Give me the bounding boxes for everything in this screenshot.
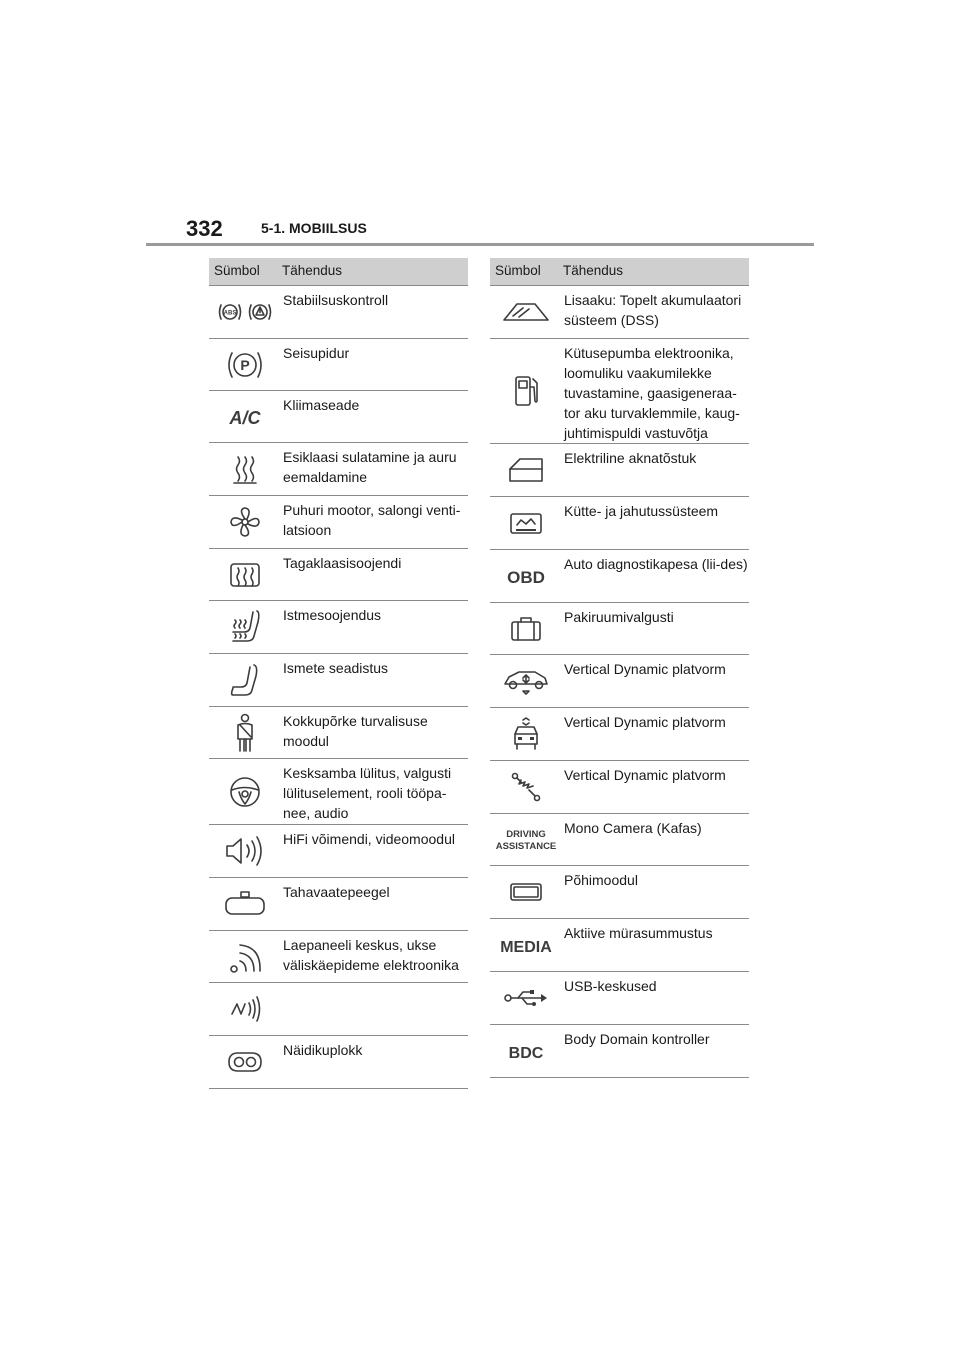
row-text: Auto diagnostikapesa (lii-des): [564, 556, 748, 572]
obd-icon: [490, 550, 562, 602]
row-text: Vertical Dynamic platvorm: [564, 661, 726, 677]
table-row: [209, 825, 468, 878]
table-row: [209, 1036, 468, 1089]
svg-text:OBD: OBD: [507, 568, 545, 587]
door-handle-wireless-icon: [209, 931, 281, 982]
table-header: [490, 258, 749, 286]
table-row: [490, 286, 749, 339]
svg-text:ABS: ABS: [223, 310, 237, 317]
row-text: USB-keskused: [564, 978, 657, 994]
table-row: [490, 866, 749, 919]
table-row: [209, 549, 468, 601]
row-text: Kütte- ja jahutussüsteem: [564, 503, 719, 519]
page-number: 332: [186, 216, 223, 241]
row-text: Ismete seadistus: [283, 660, 389, 676]
svg-text:ASSISTANCE: ASSISTANCE: [496, 840, 556, 852]
section-title: 5-1. MOBIILSUS: [261, 220, 367, 236]
table-row: [490, 708, 749, 761]
table-row: [490, 339, 749, 444]
rear-defrost-icon: [209, 549, 281, 600]
table-header: [209, 258, 468, 286]
row-text: Body Domain kontroller: [564, 1031, 710, 1047]
row-text: Stabiilsuskontroll: [283, 292, 389, 308]
trunk-light-icon: [490, 603, 562, 654]
row-text: Seisupidur: [283, 345, 350, 361]
svg-text:MEDIA: MEDIA: [500, 939, 552, 956]
shock-absorber-icon: [490, 761, 562, 813]
symbol-table-left: [209, 258, 468, 1089]
column-header-meaning: Tähendus: [563, 263, 624, 278]
row-text: Tagaklaasisoojendi: [283, 555, 402, 571]
base-module-icon: [490, 866, 562, 918]
abs-warning-icon: [209, 286, 281, 338]
column-header-symbol: Sümbol: [214, 263, 260, 278]
svg-text:DRIVING: DRIVING: [506, 828, 546, 840]
table-row: [209, 391, 468, 443]
table-row: [490, 1025, 749, 1078]
table-row: [490, 761, 749, 814]
nfc-icon: [209, 983, 281, 1035]
media-icon: [490, 919, 562, 971]
battery-dss-icon: [490, 286, 562, 338]
page-header: [146, 210, 814, 246]
steering-wheel-icon: [209, 759, 281, 824]
seat-adjust-icon: [209, 654, 281, 706]
table-row: [209, 443, 468, 496]
row-text: Laepaneeli keskus, ukse väliskäepideme elektroonika: [283, 937, 459, 973]
table-row: [209, 931, 468, 983]
table-row: [490, 972, 749, 1025]
table-row: [490, 444, 749, 497]
heating-cooling-icon: [490, 497, 562, 549]
table-row: [209, 496, 468, 549]
row-text: Aktiive mürasummustus: [564, 925, 713, 941]
usb-icon: [490, 972, 562, 1024]
row-text: Tahavaatepeegel: [283, 884, 390, 900]
row-text: Lisaaku: Topelt akumulaatori süsteem (DSS): [564, 292, 742, 328]
table-row: [490, 655, 749, 708]
column-header-symbol: Sümbol: [495, 263, 541, 278]
vertical-dynamic-car-icon: [490, 655, 562, 707]
row-text: Kokkupõrke turvalisuse moodul: [283, 713, 428, 749]
table-row: [209, 983, 468, 1036]
row-text: HiFi võimendi, videomoodul: [283, 831, 455, 847]
column-header-meaning: Tähendus: [282, 263, 343, 278]
table-row: [209, 654, 468, 707]
ac-icon: [209, 391, 281, 442]
svg-text:P: P: [240, 356, 250, 373]
row-text: Mono Camera (Kafas): [564, 820, 702, 836]
seat-heating-icon: [209, 601, 281, 653]
header-rule: [146, 243, 814, 246]
table-row: [209, 759, 468, 825]
fuel-pump-icon: [490, 339, 562, 443]
row-text: Põhimoodul: [564, 872, 638, 888]
row-text: Vertical Dynamic platvorm: [564, 714, 726, 730]
instrument-cluster-icon: [209, 1036, 281, 1088]
driving-assistance-icon: [490, 814, 562, 865]
power-window-icon: [490, 444, 562, 496]
table-row: [209, 286, 468, 339]
fan-icon: [209, 496, 281, 548]
row-text: Istmesoojendus: [283, 607, 382, 623]
row-text: Kütusepumba elektroonika, loomuliku vaakumilekke tuvastamine, gaasigeneraa-tor aku turvaklemmile, kaug-juhtimispuldi vastuvõtja: [564, 345, 740, 441]
vertical-dynamic-front-icon: [490, 708, 562, 760]
table-row: [209, 878, 468, 931]
row-text: Vertical Dynamic platvorm: [564, 767, 726, 783]
windshield-defrost-icon: [209, 443, 281, 495]
seatbelt-person-icon: [209, 707, 281, 758]
row-text: Elektriline aknatõstuk: [564, 450, 697, 466]
row-text: Esiklaasi sulatamine ja auru eemaldamine: [283, 449, 457, 485]
parking-brake-icon: [209, 339, 281, 390]
table-row: [490, 603, 749, 655]
row-text: Kesksamba lülitus, valgusti lülituselement, rooli tööpa-nee, audio: [283, 765, 452, 821]
row-text: [281, 983, 468, 1035]
rearview-mirror-icon: [209, 878, 281, 930]
row-text: Kliimaseade: [283, 397, 360, 413]
table-row: [490, 814, 749, 866]
table-row: [209, 601, 468, 654]
row-text: Pakiruumivalgusti: [564, 609, 674, 625]
table-row: [209, 707, 468, 759]
table-row: [209, 339, 468, 391]
bdc-icon: [490, 1025, 562, 1077]
row-text: Näidikuplokk: [283, 1042, 363, 1058]
symbol-table-right: [490, 258, 749, 1078]
svg-text:A/C: A/C: [229, 407, 261, 428]
row-text: Puhuri mootor, salongi venti-latsioon: [283, 502, 461, 538]
table-row: [490, 550, 749, 603]
svg-text:BDC: BDC: [508, 1045, 544, 1062]
table-row: [490, 919, 749, 972]
speaker-icon: [209, 825, 281, 877]
table-row: [490, 497, 749, 550]
